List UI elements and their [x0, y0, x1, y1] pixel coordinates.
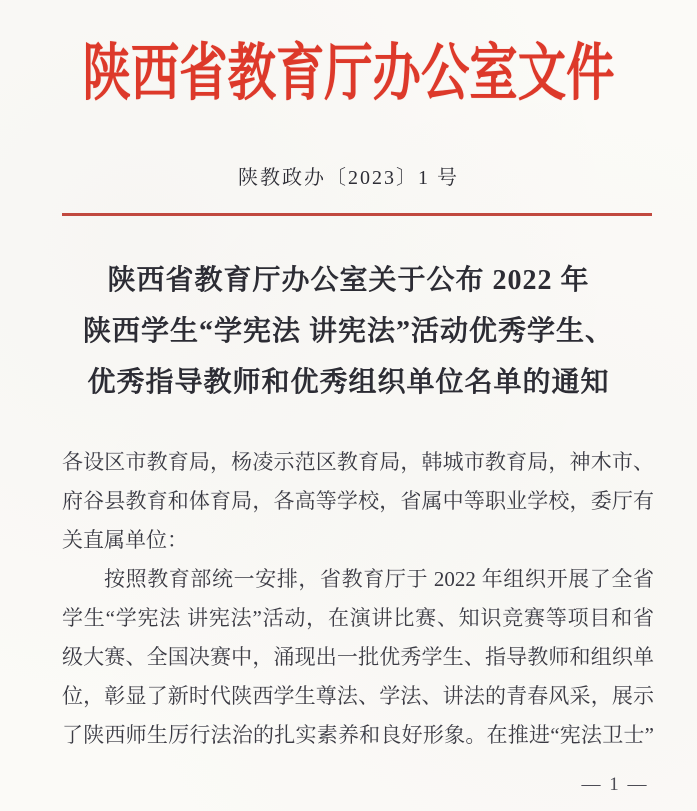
body-line-recipients-3: 关直属单位： [62, 528, 188, 552]
body-line-paragraph-2: 学生“学宪法 讲宪法”活动，在演讲比赛、知识竞赛等项目和省 [62, 606, 654, 630]
document-number: 陕教政办〔2023〕1 号 [238, 167, 459, 189]
document-title-line-1: 陕西省教育厅办公室关于公布 2022 年 [107, 265, 590, 296]
body-line-recipients-1: 各设区市教育局，杨凌示范区教育局，韩城市教育局，神木市、 [62, 450, 654, 474]
document-title-line-3: 优秀指导教师和优秀组织单位名单的通知 [87, 367, 610, 398]
body-line-paragraph-5: 了陕西师生厉行法治的扎实素养和良好形象。在推进“宪法卫士” [62, 723, 654, 747]
page-number: — 1 — [581, 774, 649, 795]
document-masthead: 陕西省教育厅办公室文件 [82, 40, 615, 108]
body-line-paragraph-4: 位，彰显了新时代陕西学生尊法、学法、讲法的青春风采，展示 [62, 684, 654, 708]
red-divider-rule [62, 213, 652, 216]
body-line-paragraph-1: 按照教育部统一安排，省教育厅于 2022 年组织开展了全省 [104, 567, 654, 591]
body-line-paragraph-3: 级大赛、全国决赛中，涌现出一批优秀学生、指导教师和组织单 [62, 645, 654, 669]
document-title-line-2: 陕西学生“学宪法 讲宪法”活动优秀学生、 [82, 316, 614, 347]
document-title [0, 255, 697, 408]
document-body [62, 443, 654, 755]
body-line-recipients-2: 府谷县教育和体育局，各高等学校，省属中等职业学校，委厅有 [62, 489, 654, 513]
